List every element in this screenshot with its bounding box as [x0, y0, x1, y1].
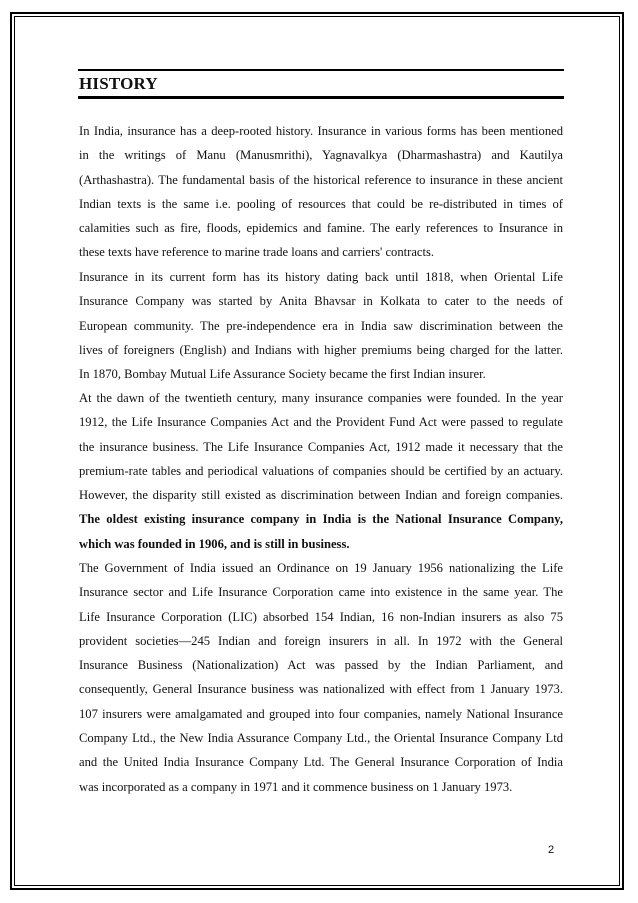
text-line: Company Ltd., the New India Assurance Company Ltd., the Oriental Insurance Company Ltd — [79, 731, 563, 746]
text-line: and the United India Insurance Company Ltd. The General Insurance Corporation of India — [79, 755, 563, 770]
text-line: Insurance sector and Life Insurance Corporation came into existence in the same year. The — [79, 585, 563, 600]
text-line: the insurance business. The Life Insurance Companies Act, 1912 made it necessary that the — [79, 439, 563, 454]
text-line: Life Insurance Corporation (LIC) absorbed 154 Indian, 16 non-Indian insurers as also 75 — [79, 609, 563, 624]
heading-rule-bottom — [78, 96, 564, 99]
text-line: (Arthashastra). The fundamental basis of the historical reference to insurance in these ancient — [79, 172, 563, 187]
page-title: HISTORY — [79, 74, 158, 93]
text-line: 107 insurers were amalgamated and grouped into four companies, namely National Insurance — [79, 706, 563, 721]
text-line: premium-rate tables and periodical valuations of companies should be certified by an actuary. — [79, 463, 563, 478]
paragraph-1 — [79, 119, 563, 265]
text-line: The Government of India issued an Ordinance on 19 January 1956 nationalizing the Life — [79, 561, 563, 575]
paragraph-3 — [79, 386, 563, 556]
text-line: However, the disparity still existed as discrimination between Indian and foreign companies. — [79, 488, 563, 503]
text-line: in the writings of Manu (Manusmrithi), Yagnavalkya (Dharmashastra) and Kautilya — [79, 148, 563, 163]
heading-rule-top — [78, 69, 564, 71]
highlighted-text-line: which was founded in 1906, and is still in business. — [79, 536, 350, 551]
text-line: calamities such as fire, floods, epidemics and famine. The early references to Insurance in — [79, 221, 563, 236]
paragraph-4 — [79, 556, 563, 799]
highlighted-text-line: The oldest existing insurance company in India is the National Insurance Company, — [79, 512, 563, 527]
text-line: European community. The pre-independence era in India saw discrimination between the — [79, 318, 563, 333]
text-line: provident societies—245 Indian and foreign insurers in all. In 1972 with the General — [79, 633, 563, 648]
text-line: Insurance Business (Nationalization) Act was passed by the Indian Parliament, and — [79, 658, 563, 673]
text-line: was incorporated as a company in 1971 and it commence business on 1 January 1973. — [79, 779, 513, 794]
text-line: these texts have reference to marine trade loans and carriers' contracts. — [79, 245, 435, 260]
text-line: lives of foreigners (English) and Indians with higher premiums being charged for the latter. — [79, 342, 563, 357]
text-line: Insurance Company was started by Anita Bhavsar in Kolkata to cater to the needs of — [79, 294, 563, 309]
text-line: consequently, General Insurance business was nationalized with effect from 1 January 1973. — [79, 682, 563, 697]
text-line: In India, insurance has a deep-rooted history. Insurance in various forms has been mentioned — [79, 124, 563, 138]
text-line: At the dawn of the twentieth century, many insurance companies were founded. In the year — [79, 391, 563, 405]
paragraph-2 — [79, 265, 563, 386]
text-line: Indian texts is the same i.e. pooling of resources that could be re-distributed in times of — [79, 196, 563, 211]
text-line: 1912, the Life Insurance Companies Act and the Provident Fund Act were passed to regulate — [79, 415, 563, 430]
page-number: 2 — [548, 844, 555, 856]
text-line: Insurance in its current form has its history dating back until 1818, when Oriental Life — [79, 270, 563, 284]
text-line: In 1870, Bombay Mutual Life Assurance Society became the first Indian insurer. — [79, 367, 486, 382]
